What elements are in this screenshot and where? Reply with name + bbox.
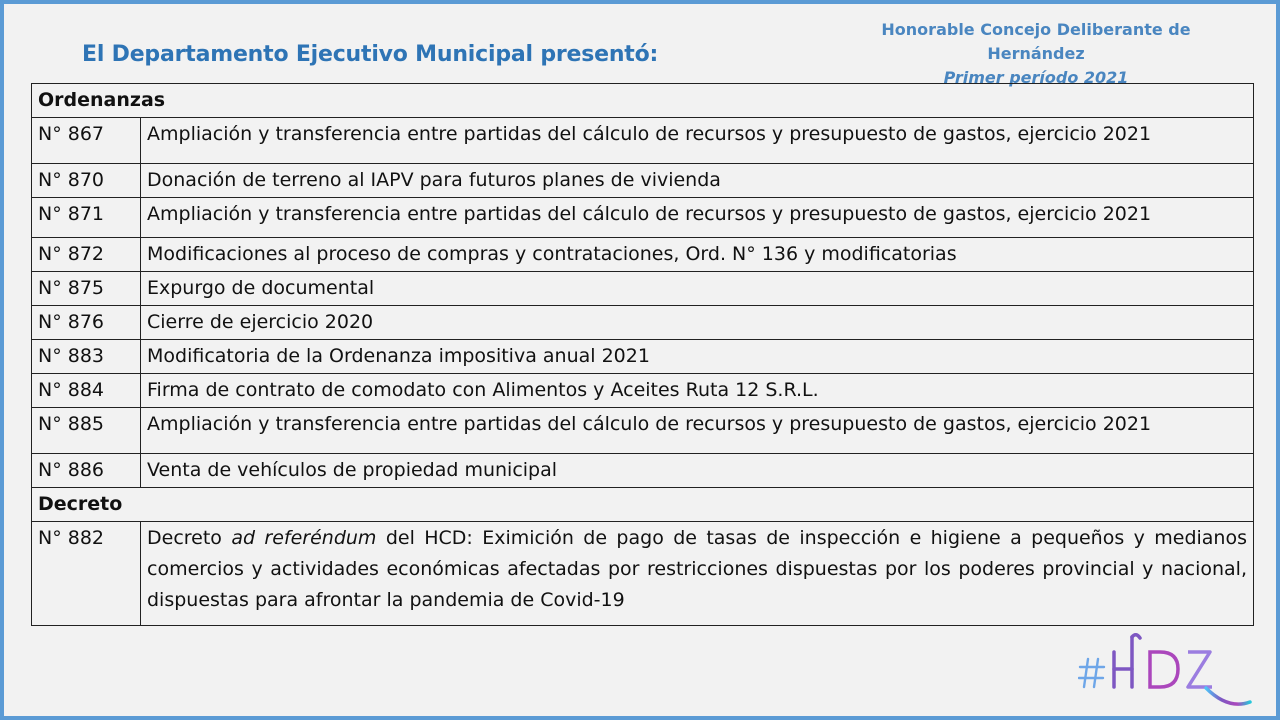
ordinance-description: Expurgo de documental [141,272,1254,306]
table-row [32,340,1254,374]
period-label: Primer período 2021 [943,68,1129,87]
ordinance-number: N° 886 [32,454,141,488]
hdz-logo [1078,632,1258,712]
table-row [32,198,1254,238]
ordinance-description: Ampliación y transferencia entre partidas del cálculo de recursos y presupuesto de gastos, ejercicio 2021 [141,198,1254,238]
table-row [32,374,1254,408]
decree-description [141,522,1254,626]
section-row-ordenanzas [32,84,1254,118]
section-heading: Decreto [32,488,1254,522]
table-row [32,306,1254,340]
ordinance-number: N° 872 [32,238,141,272]
hash-mark [1079,659,1104,687]
ordinance-description: Cierre de ejercicio 2020 [141,306,1254,340]
table-row [32,238,1254,272]
table-row [32,522,1254,626]
ordinance-description: Firma de contrato de comodato con Alimentos y Aceites Ruta 12 S.R.L. [141,374,1254,408]
ordinance-number: N° 870 [32,164,141,198]
header-block [836,18,1236,90]
section-heading: Ordenanzas [32,84,1254,118]
slide [4,4,1276,716]
ordinance-number: N° 885 [32,408,141,454]
decree-rest: del HCD: Eximición de pago de tasas de inspección e higiene a pequeños y medianos comercios y actividades económicas afectadas por restricciones dispuestas por los poderes provincial y nacional, dispuestas para afrontar la pandemia de Covid-19 [147,527,1247,611]
table-row [32,164,1254,198]
logo-swoosh [1206,688,1250,704]
ordinance-number: N° 884 [32,374,141,408]
org-name: Honorable Concejo Deliberante de Hernández [881,20,1191,63]
page-title: El Departamento Ejecutivo Municipal presentó: [82,42,659,67]
section-row-decreto [32,488,1254,522]
letter-d [1150,652,1178,687]
decree-number: N° 882 [32,522,141,626]
ordinance-description: Ampliación y transferencia entre partidas del cálculo de recursos y presupuesto de gastos, ejercicio 2021 [141,118,1254,164]
ordinance-number: N° 876 [32,306,141,340]
decree-italic: ad referéndum [231,527,377,549]
ordinance-number: N° 883 [32,340,141,374]
ordinance-description: Ampliación y transferencia entre partidas del cálculo de recursos y presupuesto de gastos, ejercicio 2021 [141,408,1254,454]
table-row [32,408,1254,454]
ordinance-description: Modificatoria de la Ordenanza impositiva anual 2021 [141,340,1254,374]
table-row [32,272,1254,306]
table-row [32,118,1254,164]
ordinance-description: Donación de terreno al IAPV para futuros planes de vivienda [141,164,1254,198]
ordinance-description: Modificaciones al proceso de compras y contrataciones, Ord. N° 136 y modificatorias [141,238,1254,272]
letter-z [1188,652,1212,687]
letter-h [1114,635,1140,687]
ordinances-table [31,83,1254,626]
table-row [32,454,1254,488]
ordinance-number: N° 875 [32,272,141,306]
ordinance-number: N° 871 [32,198,141,238]
decree-prefix: Decreto [147,527,232,549]
ordinance-description: Venta de vehículos de propiedad municipal [141,454,1254,488]
ordinance-number: N° 867 [32,118,141,164]
